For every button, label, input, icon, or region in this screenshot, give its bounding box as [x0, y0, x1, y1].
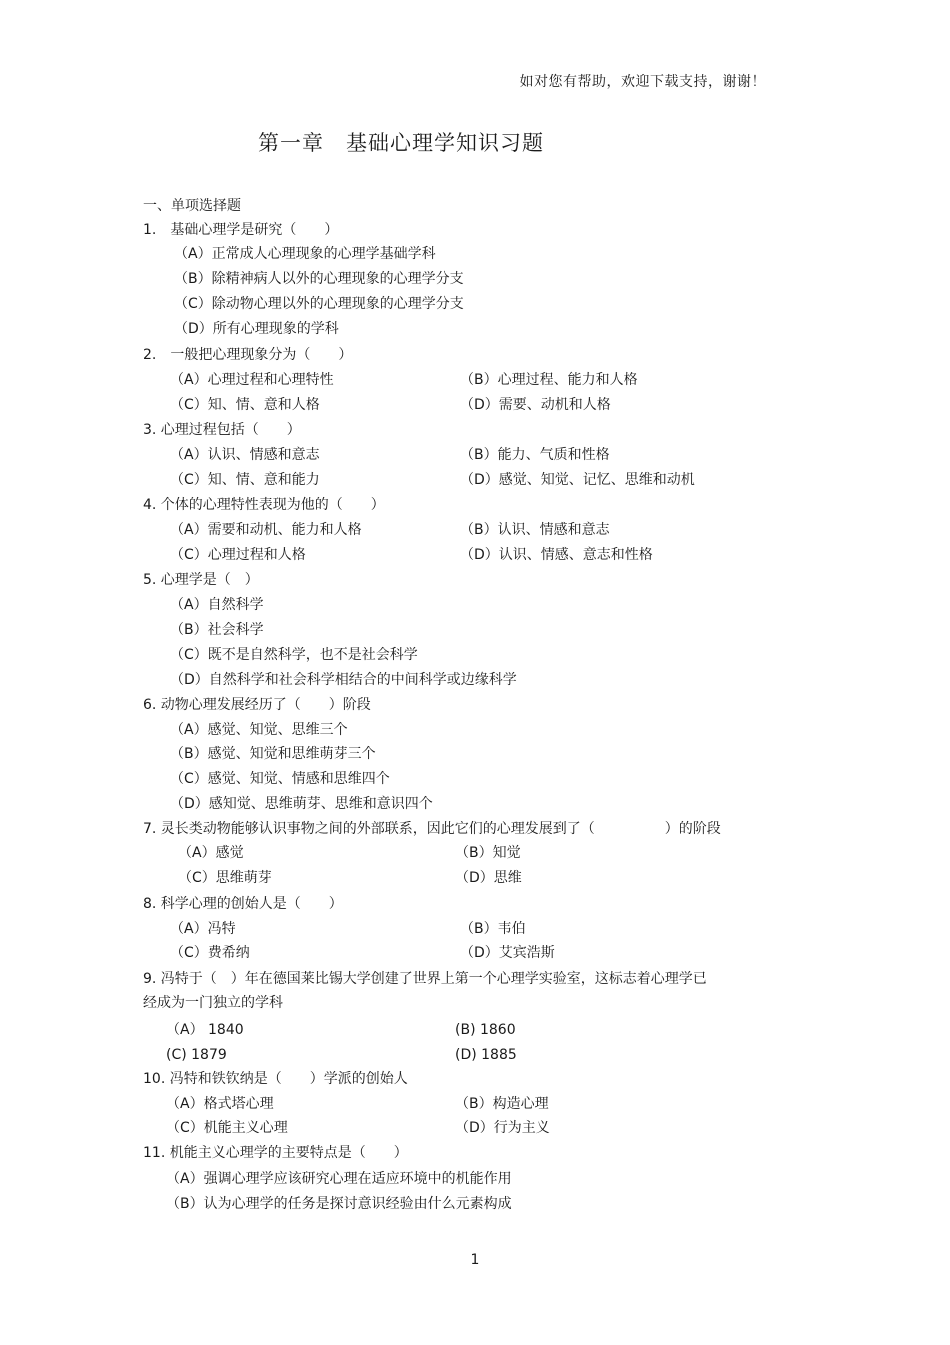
q9-option-d: (D) 1885: [455, 1047, 517, 1063]
q5-option-c: （C）既不是自然科学，也不是社会科学: [170, 647, 418, 663]
section-title: 一、单项选择题: [143, 198, 241, 214]
q2-option-a: （A）心理过程和心理特性: [170, 372, 334, 388]
q5-option-b: （B）社会科学: [170, 622, 264, 638]
q1-option-a: （A）正常成人心理现象的心理学基础学科: [174, 246, 436, 262]
q11-option-a: （A）强调心理学应该研究心理在适应环境中的机能作用: [166, 1171, 512, 1187]
q4-option-a: （A）需要和动机、能力和人格: [170, 522, 362, 538]
q4-option-d: （D）认识、情感、意志和性格: [460, 547, 653, 563]
q5-option-a: （A）自然科学: [170, 597, 264, 613]
q9-option-c: (C) 1879: [166, 1047, 227, 1063]
q8-option-d: （D）艾宾浩斯: [460, 945, 555, 961]
question-3: 3. 心理过程包括（ ）: [143, 422, 301, 438]
q10-option-c: （C）机能主义心理: [166, 1120, 288, 1136]
question-11: 11. 机能主义心理学的主要特点是（ ）: [143, 1145, 408, 1161]
question-5: 5. 心理学是（ ）: [143, 572, 259, 588]
q5-option-d: （D）自然科学和社会科学相结合的中间科学或边缘科学: [170, 672, 517, 688]
question-9-cont: 经成为一门独立的学科: [143, 995, 283, 1011]
q7-option-b: （B）知觉: [455, 845, 521, 861]
header-note: 如对您有帮助，欢迎下载支持，谢谢！: [519, 74, 766, 90]
q8-option-b: （B）韦伯: [460, 921, 526, 937]
q3-option-a: （A）认识、情感和意志: [170, 447, 320, 463]
q10-option-a: （A）格式塔心理: [166, 1096, 274, 1112]
q9-option-b: (B) 1860: [455, 1022, 516, 1038]
question-8: 8. 科学心理的创始人是（ ）: [143, 896, 343, 912]
q3-option-d: （D）感觉、知觉、记忆、思维和动机: [460, 472, 695, 488]
question-7: 7. 灵长类动物能够认识事物之间的外部联系，因此它们的心理发展到了（ ）的阶段: [143, 821, 721, 837]
q10-option-d: （D）行为主义: [455, 1120, 550, 1136]
q6-option-c: （C）感觉、知觉、情感和思维四个: [170, 771, 390, 787]
q2-option-d: （D）需要、动机和人格: [460, 397, 611, 413]
q6-option-b: （B）感觉、知觉和思维萌芽三个: [170, 746, 376, 762]
question-4: 4. 个体的心理特性表现为他的（ ）: [143, 497, 385, 513]
q11-option-b: （B）认为心理学的任务是探讨意识经验由什么元素构成: [166, 1196, 512, 1212]
page-title: 第一章 基础心理学知识习题: [258, 131, 544, 155]
q3-option-c: （C）知、情、意和能力: [170, 472, 320, 488]
page-number: 1: [470, 1252, 480, 1268]
q3-option-b: （B）能力、气质和性格: [460, 447, 610, 463]
q7-option-c: （C）思维萌芽: [178, 870, 272, 886]
q2-option-b: （B）心理过程、能力和人格: [460, 372, 638, 388]
q6-option-a: （A）感觉、知觉、思维三个: [170, 722, 348, 738]
q2-option-c: （C）知、情、意和人格: [170, 397, 320, 413]
q7-option-d: （D）思维: [455, 870, 522, 886]
question-10: 10. 冯特和铁钦纳是（ ）学派的创始人: [143, 1071, 408, 1087]
q9-option-a: （A） 1840: [166, 1022, 244, 1038]
question-2: 2. 一般把心理现象分为（ ）: [143, 347, 353, 363]
q1-option-d: （D）所有心理现象的学科: [174, 321, 339, 337]
q8-option-a: （A）冯特: [170, 921, 236, 937]
q1-option-b: （B）除精神病人以外的心理现象的心理学分支: [174, 271, 464, 287]
question-6: 6. 动物心理发展经历了（ ）阶段: [143, 697, 371, 713]
question-1: 1. 基础心理学是研究（ ）: [143, 222, 339, 238]
q7-option-a: （A）感觉: [178, 845, 244, 861]
q8-option-c: （C）费希纳: [170, 945, 250, 961]
q4-option-b: （B）认识、情感和意志: [460, 522, 610, 538]
q6-option-d: （D）感知觉、思维萌芽、思维和意识四个: [170, 796, 433, 812]
q4-option-c: （C）心理过程和人格: [170, 547, 306, 563]
q10-option-b: （B）构造心理: [455, 1096, 549, 1112]
question-9: 9. 冯特于（ ）年在德国莱比锡大学创建了世界上第一个心理学实验室，这标志着心理学已: [143, 971, 707, 987]
q1-option-c: （C）除动物心理以外的心理现象的心理学分支: [174, 296, 464, 312]
